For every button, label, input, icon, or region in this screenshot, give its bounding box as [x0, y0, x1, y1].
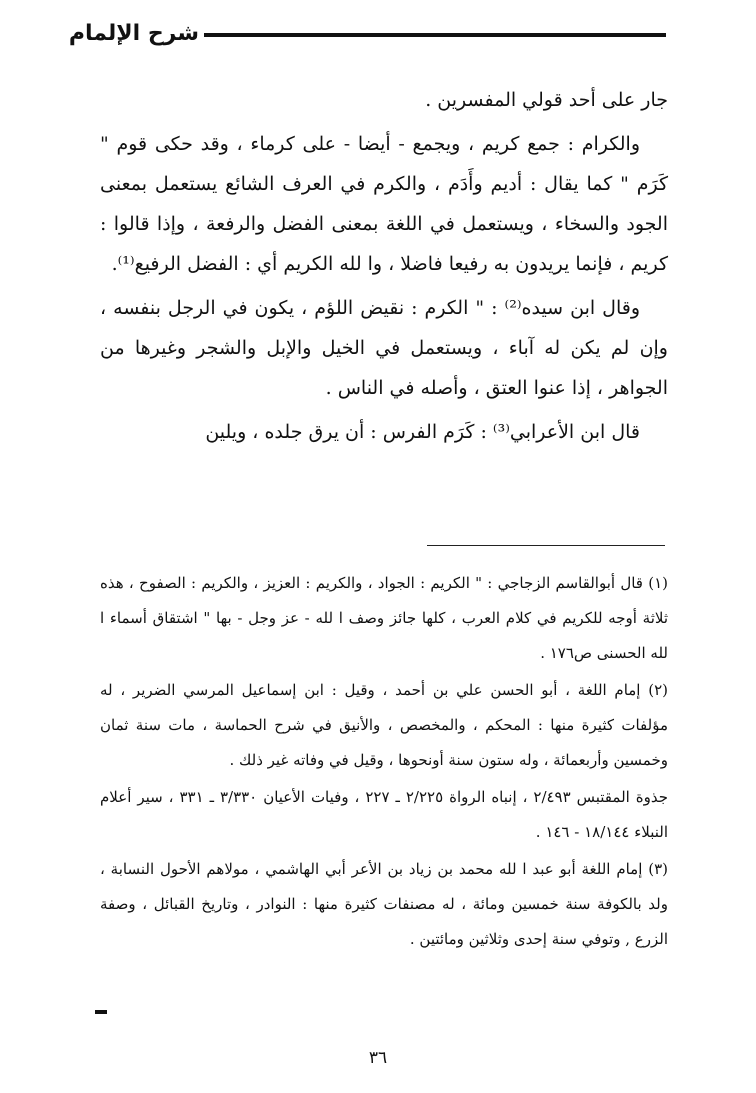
main-text-body: [100, 80, 668, 456]
footnote: (١) قال أبوالقاسم الزجاجي : " الكريم : الجواد ، والكريم : العزيز ، والكريم : الصفوح ، هذه ثلاثة أوجه للكريم في كلام العرب ، كلها جائز وصف ا لله - عز وجل - بها " اشتقاق أسماء ا لله الحسنى ص١٧٦ .: [100, 574, 668, 662]
main-paragraph: قال ابن الأعرابي⁽³⁾ : كَرَم الفرس : أن يرق جلده ، ويلين: [205, 421, 640, 443]
footnote-separator: [427, 545, 665, 546]
dash-mark: [95, 1010, 107, 1014]
main-paragraph: وقال ابن سيده⁽²⁾ : " الكرم : نقيض اللؤم ، يكون في الرجل بنفسه ، وإن لم يكن له آباء ، ويستعمل في الخيل والإبل والشجر وغيرها من الجواهر ، إذا عنوا العتق ، وأصله في الناس .: [100, 297, 668, 399]
footnotes: [100, 566, 668, 959]
header-rule: [204, 33, 666, 37]
page-number: ٣٦: [368, 1048, 388, 1068]
main-paragraph: والكرام : جمع كريم ، ويجمع - أيضا - على كرماء ، وقد حكى قوم " كَرَم " كما يقال : أديم وأَدَم ، والكرم في العرف الشائع يستعمل بمعنى الجود والسخاء ، ويستعمل في اللغة بمعنى الفضل والرفعة ، وإذا قالوا : كريم ، فإنما يريدون به رفيعا فاضلا ، وا لله الكريم أي : الفضل الرفيع⁽¹⁾.: [100, 133, 668, 275]
footnote: (٣) إمام اللغة أبو عبد ا لله محمد بن زياد بن الأعر أبي الهاشمي ، مولاهم الأحول النسابة ، ولد بالكوفة سنة خمسين ومائة ، له مصنفات كثيرة منها : النوادر ، وتاريخ القبائل ، وصفة الزرع , وتوفي سنة إحدى وثلاثين ومائتين .: [100, 860, 668, 948]
running-header-title: شرح الإلمام: [68, 21, 199, 46]
footnote: (٢) إمام اللغة ، أبو الحسن علي بن أحمد ، وقيل : ابن إسماعيل المرسي الضرير ، له مؤلفات كثيرة منها : المحكم ، والمخصص ، والأنيق في شرح الحماسة ، مات سنة ثمان وخمسين وأربعمائة ، وله ستون سنة أونحوها ، وقيل في وفاته غير ذلك .: [100, 681, 668, 769]
main-paragraph: جار على أحد قولي المفسرين .: [425, 89, 668, 111]
footnote-reference: جذوة المقتبس ٢/٤٩٣ ، إنباه الرواة ٢/٢٢٥ ـ ٢٢٧ ، وفيات الأعيان ٣/٣٣٠ ـ ٣٣١ ، سير أعلام النبلاء ١٨/١٤٤ - ١٤٦ .: [100, 788, 669, 841]
